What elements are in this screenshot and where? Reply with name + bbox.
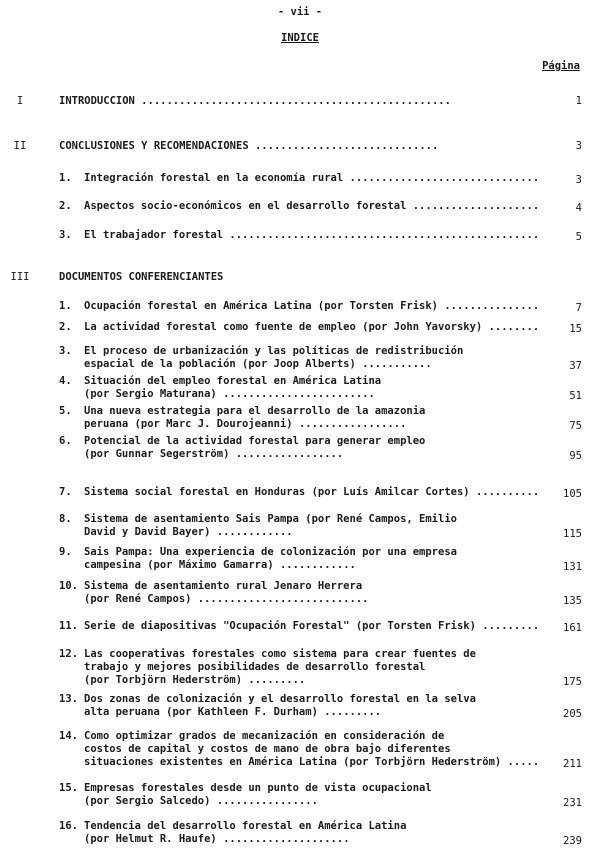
entry-title-line: (por Helmut R. Haufe) .................... bbox=[84, 833, 350, 845]
entry-title-line: El proceso de urbanización y las políticas de redistribución bbox=[84, 345, 464, 357]
entry-number: 14. bbox=[59, 730, 78, 742]
entry-number: 13. bbox=[59, 693, 78, 705]
entry-title bbox=[84, 435, 425, 461]
entry-title bbox=[84, 820, 406, 846]
entry-title-line: Potencial de la actividad forestal para generar empleo bbox=[84, 435, 426, 447]
leader-dots: ................. bbox=[229, 448, 344, 460]
entry-title-line: El trabajador forestal ................................................. bbox=[84, 229, 540, 241]
leader-dots: .......... bbox=[469, 486, 540, 498]
leader-dots: .................... bbox=[216, 833, 350, 845]
leader-dots: ..... bbox=[501, 756, 540, 768]
entry-title-line: (por Sergio Maturana) ........................ bbox=[84, 388, 375, 400]
entry-title bbox=[84, 486, 539, 499]
entry-title-line: Sistema de asentamiento Sais Pampa (por René Campos, Emilio bbox=[84, 513, 457, 525]
entry-number: 5. bbox=[59, 405, 72, 417]
entry-title bbox=[84, 648, 476, 687]
leader-dots: ......... bbox=[475, 620, 540, 632]
entry-title-line: Una nueva estrategia para el desarrollo de la amazonia bbox=[84, 405, 426, 417]
entry-page: 175 bbox=[563, 676, 582, 688]
entry-page: 4 bbox=[575, 202, 582, 214]
entry-title bbox=[84, 200, 539, 213]
entry-title-line: (por Torbjörn Hederström) ......... bbox=[84, 674, 306, 686]
section-numeral: III bbox=[10, 271, 30, 283]
section-numeral: II bbox=[13, 140, 27, 152]
entry-title bbox=[84, 229, 539, 242]
entry-number: 11. bbox=[59, 620, 78, 632]
entry-page: 115 bbox=[563, 528, 582, 540]
entry-title-line: (por Sergio Salcedo) ................ bbox=[84, 795, 318, 807]
entry-title-line: (por Gunnar Segerström) ................. bbox=[84, 448, 344, 460]
entry-title bbox=[84, 345, 463, 371]
entry-title-line: espacial de la población (por Joop Alberts) ........... bbox=[84, 358, 432, 370]
entry-number: 1. bbox=[59, 300, 72, 312]
entry-title bbox=[84, 405, 425, 431]
entry-page: 95 bbox=[569, 450, 582, 462]
entry-number: 6. bbox=[59, 435, 72, 447]
leader-dots: ................................................. bbox=[134, 95, 451, 107]
entry-page: 239 bbox=[563, 835, 582, 847]
entry-number: 8. bbox=[59, 513, 72, 525]
leader-dots: ................ bbox=[210, 795, 318, 807]
entry-number: 3. bbox=[59, 229, 72, 241]
entry-title-line: Ocupación forestal en América Latina (por Torsten Frisk) ............... bbox=[84, 300, 540, 312]
entry-title-line: trabajo y mejores posibilidades de desarrollo forestal bbox=[84, 661, 426, 673]
entry-page: 135 bbox=[563, 595, 582, 607]
leader-dots: ................. bbox=[292, 418, 407, 430]
pagina-column-label: Página bbox=[542, 60, 580, 72]
entry-title bbox=[84, 782, 432, 808]
entry-title-line: Las cooperativas forestales como sistema para crear fuentes de bbox=[84, 648, 476, 660]
leader-dots: ......... bbox=[242, 674, 306, 686]
entry-title-line: alta peruana (por Kathleen F. Durham) ......... bbox=[84, 706, 382, 718]
entry-number: 2. bbox=[59, 200, 72, 212]
entry-title-line: (por René Campos) ........................... bbox=[84, 593, 369, 605]
entry-title-line: Integración forestal en la economía rural .............................. bbox=[84, 172, 540, 184]
entry-page: 15 bbox=[569, 323, 582, 335]
entry-page: 51 bbox=[569, 390, 582, 402]
leader-dots: ......... bbox=[317, 706, 382, 718]
entry-title bbox=[84, 321, 539, 334]
entry-title-line: Como optimizar grados de mecanización en consideración de bbox=[84, 730, 445, 742]
entry-title bbox=[84, 730, 539, 769]
entry-title bbox=[84, 172, 539, 185]
entry-page: 3 bbox=[575, 174, 582, 186]
entry-page: 131 bbox=[563, 561, 582, 573]
entry-title bbox=[84, 546, 457, 572]
entry-title bbox=[84, 693, 476, 719]
page-number: - vii - bbox=[277, 6, 323, 18]
entry-title-line: Sistema social forestal en Honduras (por Luís Amilcar Cortes) .......... bbox=[84, 486, 540, 498]
entry-title bbox=[84, 300, 539, 313]
entry-title-line: Dos zonas de colonización y el desarrollo forestal en la selva bbox=[84, 693, 476, 705]
entry-title-line: peruana (por Marc J. Dourojeanni) ................. bbox=[84, 418, 407, 430]
entry-page: 231 bbox=[563, 797, 582, 809]
entry-title-line: Serie de diapositivas "Ocupación Forestal" (por Torsten Frisk) ......... bbox=[84, 620, 540, 632]
entry-page: 105 bbox=[563, 488, 582, 500]
entry-number: 4. bbox=[59, 375, 72, 387]
section-title: CONCLUSIONES Y RECOMENDACIONES ............................. bbox=[59, 140, 439, 152]
entry-page: 37 bbox=[569, 360, 582, 372]
entry-number: 2. bbox=[59, 321, 72, 333]
section-title: INTRODUCCION ................................................. bbox=[59, 95, 451, 107]
section-numeral: I bbox=[16, 95, 24, 107]
section-page: 3 bbox=[575, 140, 582, 152]
entry-number: 16. bbox=[59, 820, 78, 832]
leader-dots: ........... bbox=[355, 358, 432, 370]
leader-dots: ........ bbox=[482, 321, 540, 333]
page-title: INDICE bbox=[281, 32, 319, 44]
leader-dots: ........................... bbox=[191, 593, 369, 605]
entry-title-line: La actividad forestal como fuente de empleo (por John Yavorsky) ........ bbox=[84, 321, 540, 333]
entry-title-line: costos de capital y costos de mano de obra bajo diferentes bbox=[84, 743, 451, 755]
leader-dots: ............... bbox=[438, 300, 540, 312]
leader-dots: ................................................. bbox=[223, 229, 540, 241]
entry-number: 1. bbox=[59, 172, 72, 184]
entry-title bbox=[84, 580, 368, 606]
entry-number: 9. bbox=[59, 546, 72, 558]
leader-dots: .............................. bbox=[343, 172, 540, 184]
entry-title-line: Sais Pampa: Una experiencia de colonización por una empresa bbox=[84, 546, 457, 558]
entry-number: 7. bbox=[59, 486, 72, 498]
leader-dots: .................... bbox=[406, 200, 540, 212]
entry-title-line: Aspectos socio-económicos en el desarrollo forestal .................... bbox=[84, 200, 540, 212]
entry-number: 15. bbox=[59, 782, 78, 794]
entry-title-line: campesina (por Máximo Gamarra) ............ bbox=[84, 559, 356, 571]
entry-number: 12. bbox=[59, 648, 78, 660]
entry-title-line: situaciones existentes en América Latina (por Torbjörn Hederström) ..... bbox=[84, 756, 540, 768]
entry-title-line: Tendencia del desarrollo forestal en América Latina bbox=[84, 820, 407, 832]
entry-title-line: Empresas forestales desde un punto de vista ocupacional bbox=[84, 782, 432, 794]
entry-title bbox=[84, 375, 381, 401]
entry-title-line: Sistema de asentamiento rural Jenaro Herrera bbox=[84, 580, 363, 592]
entry-page: 161 bbox=[563, 622, 582, 634]
leader-dots: ............ bbox=[273, 559, 356, 571]
entry-title-line: Situación del empleo forestal en América Latina bbox=[84, 375, 382, 387]
entry-title bbox=[84, 513, 457, 539]
entry-title-line: David y David Bayer) ............ bbox=[84, 526, 293, 538]
entry-page: 211 bbox=[563, 758, 582, 770]
section-page: 1 bbox=[575, 95, 582, 107]
entry-number: 3. bbox=[59, 345, 72, 357]
entry-page: 75 bbox=[569, 420, 582, 432]
entry-number: 10. bbox=[59, 580, 78, 592]
leader-dots: ............................. bbox=[248, 140, 439, 152]
section-title: DOCUMENTOS CONFERENCIANTES bbox=[59, 271, 224, 283]
entry-title bbox=[84, 620, 539, 633]
entry-page: 7 bbox=[575, 302, 582, 314]
leader-dots: ........................ bbox=[216, 388, 375, 400]
entry-page: 205 bbox=[563, 708, 582, 720]
leader-dots: ............ bbox=[210, 526, 293, 538]
entry-page: 5 bbox=[575, 231, 582, 243]
